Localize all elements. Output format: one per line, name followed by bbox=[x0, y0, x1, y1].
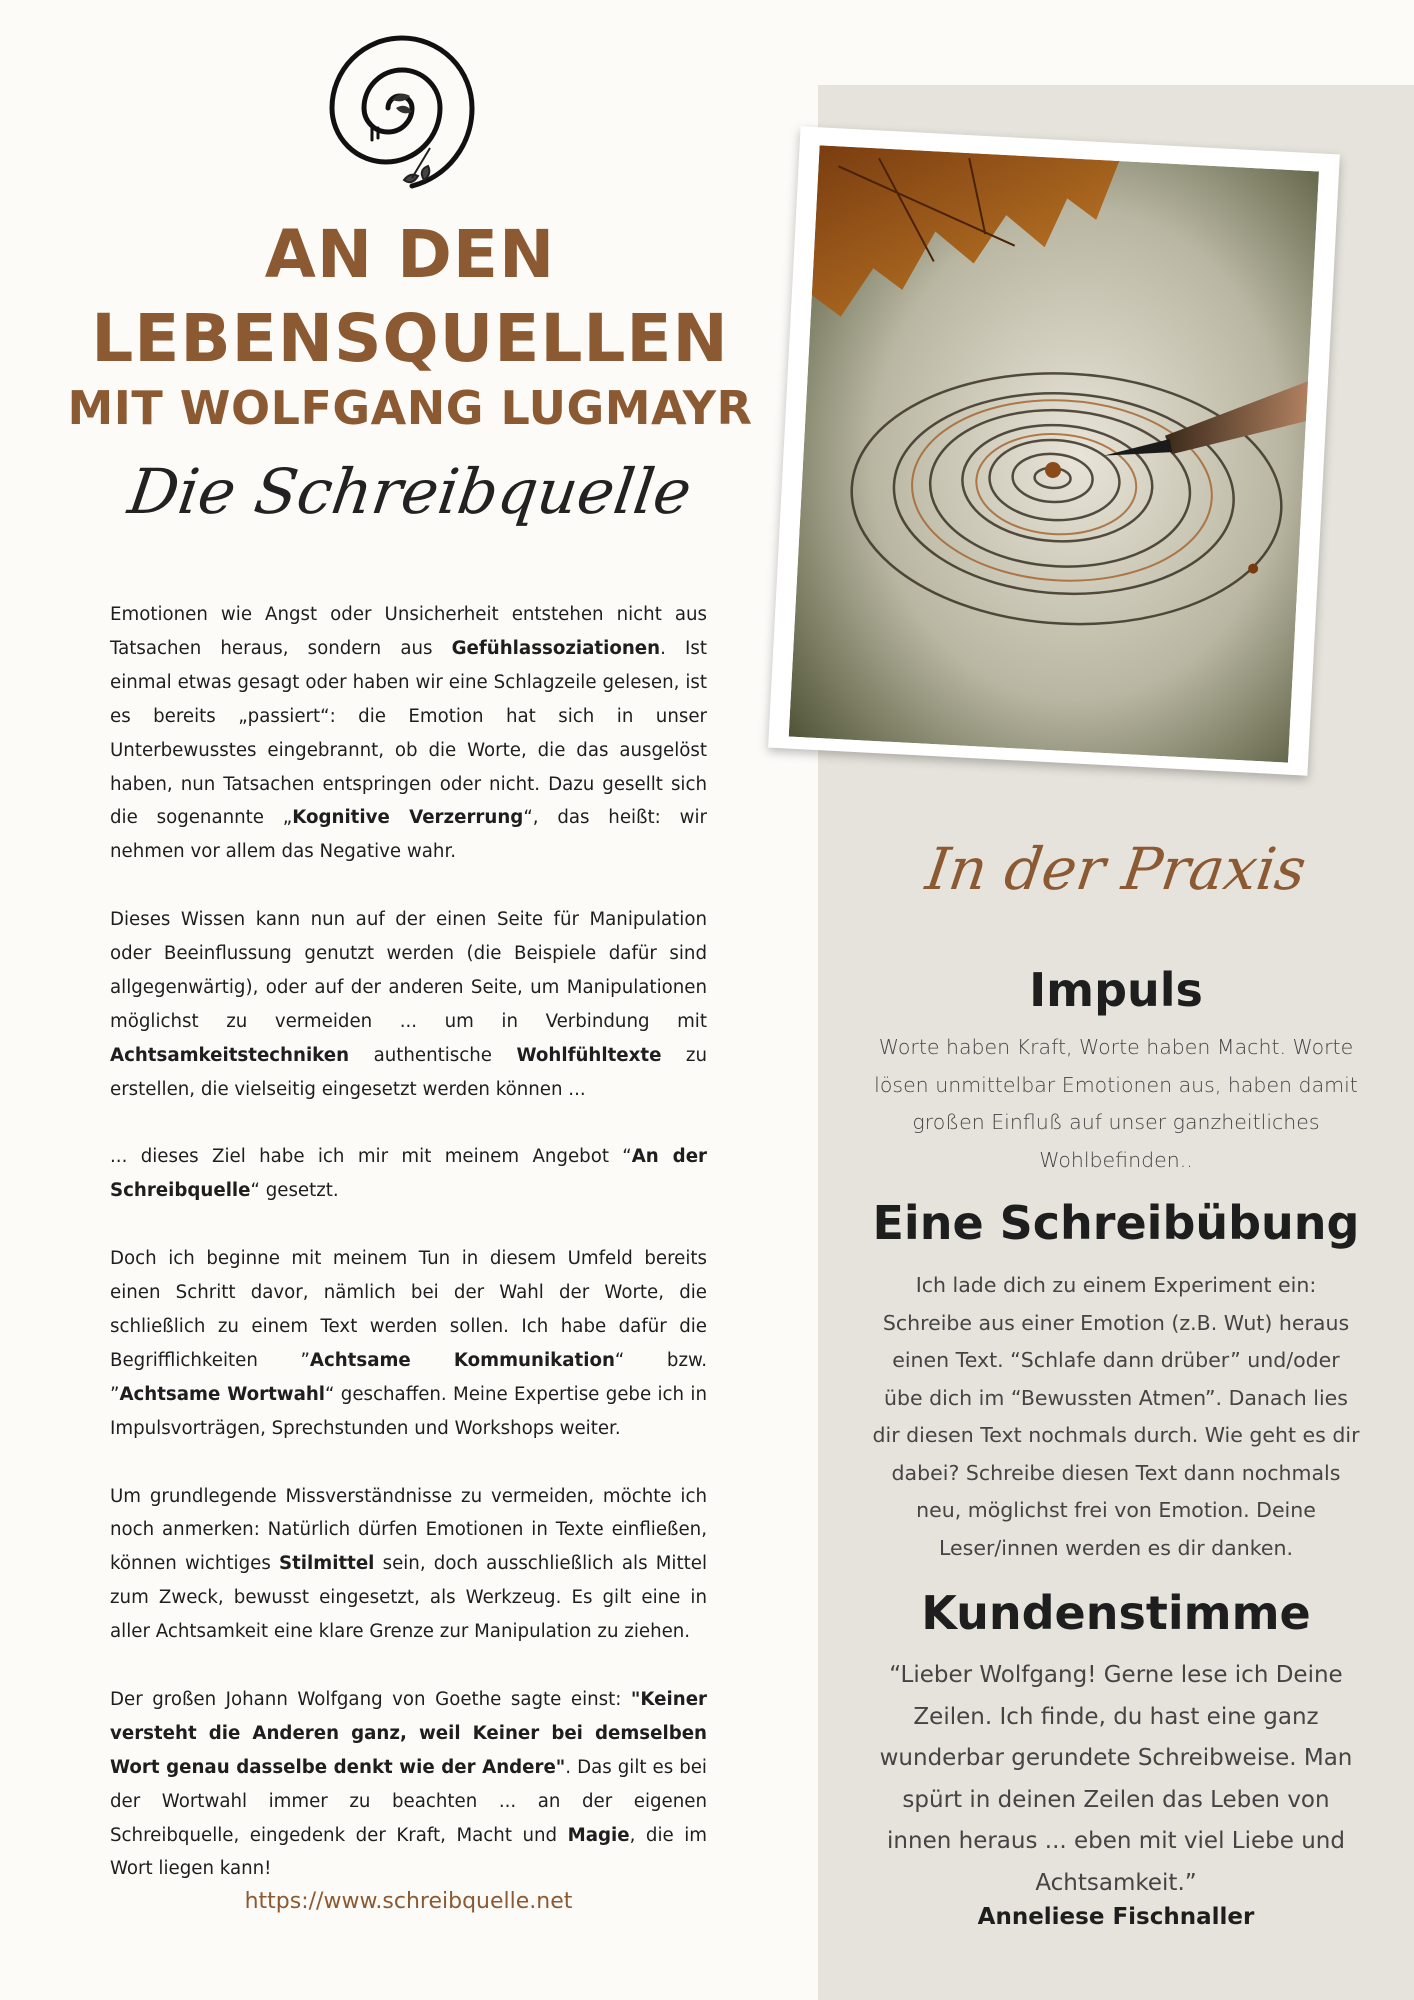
title-line-2: LEBENSQUELLEN bbox=[91, 300, 729, 377]
article-body bbox=[110, 598, 707, 1920]
impuls-text: Worte haben Kraft, Worte haben Macht. Worte lösen unmittelbar Emotionen aus, haben damit großen Einfluß auf unser ganzheitliches Wohlbefinden.. bbox=[874, 1035, 1358, 1172]
article-paragraph: Doch ich beginne mit meinem Tun in diesem Umfeld bereits einen Schritt davor, nämlich bei der Wahl der Worte, die schließlich zu einem Text werden sollen. Ich habe dafür die Begrifflichkeiten ”Achtsame Kommunikation“ bzw. ”Achtsame Wortwahl“ geschaffen. Meine Expertise gebe ich in Impulsvorträgen, Sprechstunden und Workshops weiter. bbox=[110, 1248, 707, 1439]
website-link[interactable]: https://www.schreibquelle.net bbox=[244, 1889, 573, 1914]
article-paragraph: Dieses Wissen kann nun auf der einen Seite für Manipulation oder Beeinflussung genutzt werden (die Beispiele dafür sind allgegenwärtig), oder auf der anderen Seite, um Manipulationen möglichst zu vermeiden ... um in Verbindung mit Achtsamkeitstechniken authentische Wohlfühltexte zu erstellen, die vielseitig eingesetzt werden können ... bbox=[110, 909, 707, 1100]
subtitle: MIT WOLFGANG LUGMAYR bbox=[67, 381, 753, 435]
title-line-1: AN DEN bbox=[264, 216, 556, 293]
schreibuebung-text: Ich lade dich zu einem Experiment ein: Schreibe aus einer Emotion (z.B. Wut) heraus einen Text. “Schlafe dann drüber” und/oder übe dich im “Bewussten Atmen”. Danach lies dir diesen Text nochmals durch. Wie geht es dir dabei? Schreibe diesen Text dann nochmals neu, möglichst frei von Emotion. Deine Leser/innen werden es dir danken. bbox=[872, 1273, 1360, 1560]
article-paragraph: Emotionen wie Angst oder Unsicherheit entstehen nicht aus Tatsachen heraus, sondern aus Gefühlassoziationen. Ist einmal etwas gesagt oder haben wir eine Schlagzeile gelesen, ist es bereits „passiert“: die Emotion hat sich in unser Unterbewusstes eingebrannt, ob die Worte, die das ausgelöst haben, nun Tatsachen entspringen oder nicht. Dazu gesellt sich die sogenannte „Kognitive Verzerrung“, das heißt: wir nehmen vor allem das Negative wahr. bbox=[110, 604, 707, 863]
kundenstimme-name: Anneliese Fischnaller bbox=[977, 1904, 1255, 1930]
spiral-pen-photo bbox=[789, 145, 1319, 762]
praxis-script-heading: In der Praxis bbox=[921, 835, 1311, 903]
kundenstimme-heading: Kundenstimme bbox=[921, 1586, 1311, 1640]
article-paragraph: ... dieses Ziel habe ich mir mit meinem Angebot “An der Schreibquelle“ gesetzt. bbox=[110, 1146, 707, 1202]
kundenstimme-text: “Lieber Wolfgang! Gerne lese ich Deine Zeilen. Ich finde, du hast eine ganz wunderbar gerundete Schreibweise. Man spürt in deinen Zeilen das Leben von innen heraus ... eben mit viel Liebe und Achtsamkeit.” bbox=[879, 1662, 1353, 1896]
spiral-logo-icon bbox=[300, 8, 500, 208]
script-title: Die Schreibquelle bbox=[124, 455, 696, 528]
article-paragraph: Der großen Johann Wolfgang von Goethe sagte einst: "Keiner versteht die Anderen ganz, weil Keiner bei demselben Wort genau dasselbe denkt wie der Andere". Das gilt es bei der Wortwahl immer zu beachten ... an der eigenen Schreibquelle, eingedenk der Kraft, Macht und Magie, die im Wort liegen kann! bbox=[110, 1688, 707, 1880]
schreibuebung-heading: Eine Schreibübung bbox=[872, 1196, 1360, 1250]
article-paragraph: Um grundlegende Missverständnisse zu vermeiden, möchte ich noch anmerken: Natürlich dürfen Emotionen in Texte einfließen, können wichtiges Stilmittel sein, doch ausschließlich als Mittel zum Zweck, bewusst eingesetzt, als Werkzeug. Es gilt eine in aller Achtsamkeit eine klare Grenze zur Manipulation zu ziehen. bbox=[110, 1485, 707, 1643]
photo-frame bbox=[768, 126, 1340, 775]
impuls-heading: Impuls bbox=[1029, 963, 1203, 1017]
